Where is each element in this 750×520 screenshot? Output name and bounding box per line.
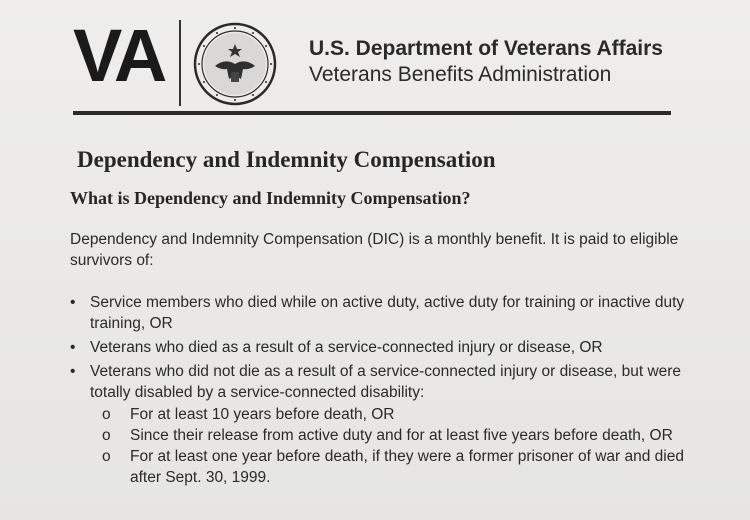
- logo-divider: [179, 20, 181, 106]
- list-item: [70, 292, 710, 334]
- agency-block: [309, 36, 663, 88]
- eligibility-list: [70, 292, 710, 491]
- page-title: Dependency and Indemnity Compensation: [77, 147, 496, 172]
- list-item-text: Service members who died while on active duty, active duty for training or inactive duty training, OR: [90, 294, 685, 332]
- sublist-item: [102, 446, 710, 488]
- bullet-icon: •: [70, 294, 76, 311]
- sublist-item-text: For at least one year before death, if they were a former prisoner of war and died after Sept. 30, 1999.: [130, 448, 684, 486]
- list-item: [70, 337, 710, 358]
- circle-bullet-icon: o: [102, 427, 111, 444]
- sublist-item: [102, 404, 710, 425]
- sublist-item-text: For at least 10 years before death, OR: [130, 406, 395, 423]
- header-rule: [73, 111, 671, 115]
- va-seal-icon: [193, 22, 277, 106]
- list-item-text: Veterans who did not die as a result of a service-connected injury or disease, but were totally disabled by a service-connected disability:: [90, 363, 682, 401]
- list-item: [70, 361, 710, 488]
- agency-name: U.S. Department of Veterans Affairs: [309, 37, 663, 60]
- bullet-icon: •: [70, 363, 76, 380]
- list-item-text: Veterans who died as a result of a service-connected injury or disease, OR: [90, 339, 603, 356]
- circle-bullet-icon: o: [102, 448, 111, 465]
- letterhead: [73, 10, 673, 100]
- sublist-item-text: Since their release from active duty and for at least five years before death, OR: [130, 427, 673, 444]
- agency-subname: Veterans Benefits Administration: [309, 63, 612, 86]
- va-logo: VA: [73, 14, 165, 97]
- disability-sublist: [90, 404, 710, 488]
- section-heading: What is Dependency and Indemnity Compensation?: [70, 188, 471, 208]
- sublist-item: [102, 425, 710, 446]
- circle-bullet-icon: o: [102, 406, 111, 423]
- bullet-icon: •: [70, 339, 76, 356]
- intro-paragraph: Dependency and Indemnity Compensation (DIC) is a monthly benefit. It is paid to eligible survivors of:: [70, 231, 679, 269]
